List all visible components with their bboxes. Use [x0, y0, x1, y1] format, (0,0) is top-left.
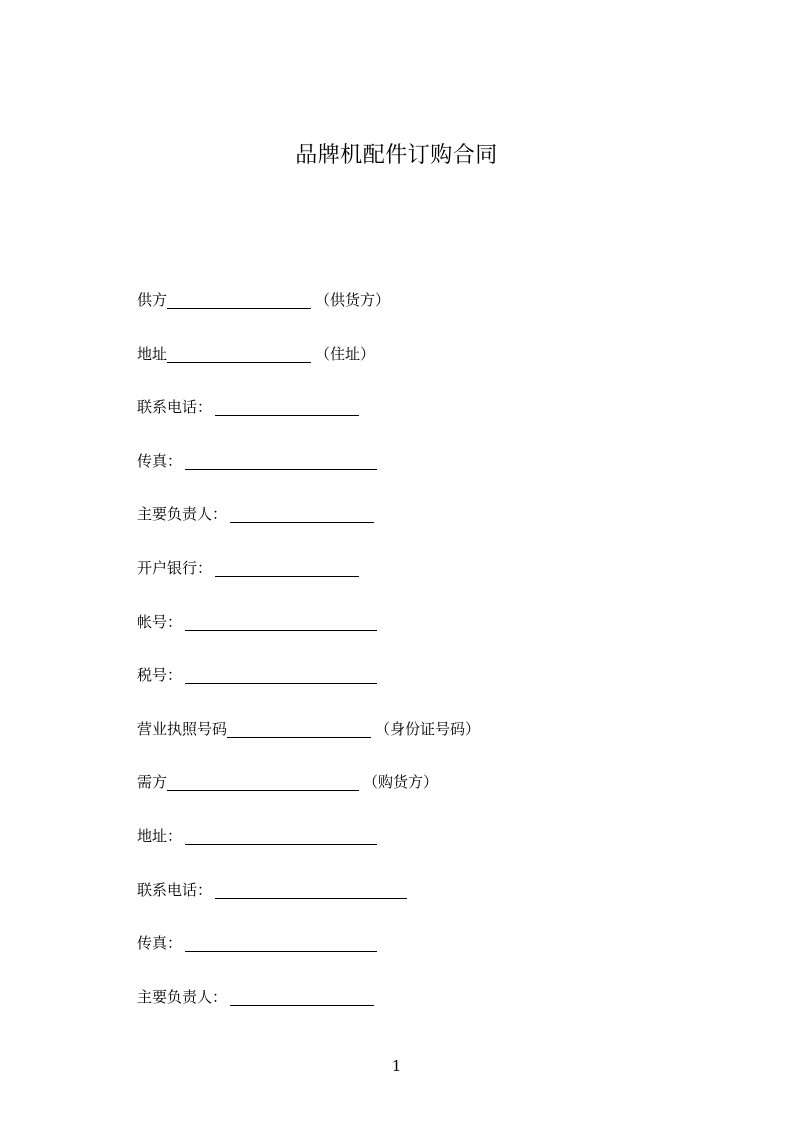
document-title: 品牌机配件订购合同 — [295, 143, 498, 168]
buyer-address-label: 地址： — [137, 826, 183, 845]
supplier-fax-line — [137, 451, 697, 505]
buyer-phone-label: 联系电话： — [137, 880, 213, 899]
supplier-label: 供方 — [137, 291, 168, 309]
supplier-tax-id-blank[interactable] — [185, 665, 377, 684]
supplier-bank-line — [137, 558, 697, 612]
supplier-phone-blank[interactable] — [215, 397, 359, 416]
supplier-account-line — [137, 612, 697, 666]
supplier-license-blank[interactable] — [227, 719, 371, 738]
buyer-label: 需方 — [137, 773, 168, 792]
supplier-name-blank[interactable] — [167, 290, 311, 309]
buyer-principal-line — [137, 987, 697, 1041]
buyer-name-blank[interactable] — [167, 772, 359, 791]
buyer-suffix: （购货方） — [363, 773, 439, 792]
supplier-suffix: （供货方） — [315, 291, 391, 309]
buyer-address-blank[interactable] — [185, 826, 377, 845]
supplier-phone-label: 联系电话： — [137, 398, 213, 417]
supplier-phone-line — [137, 397, 697, 451]
supplier-principal-blank[interactable] — [230, 504, 374, 523]
supplier-fax-blank[interactable] — [185, 451, 377, 470]
supplier-address-blank[interactable] — [167, 344, 311, 363]
supplier-bank-blank[interactable] — [215, 558, 359, 577]
buyer-principal-label: 主要负责人： — [137, 987, 228, 1006]
supplier-tax-id-line — [137, 665, 697, 719]
contract-party-fields — [137, 290, 697, 1040]
supplier-license-suffix: （身份证号码） — [375, 719, 481, 738]
supplier-license-line — [137, 719, 697, 773]
supplier-account-blank[interactable] — [185, 612, 377, 631]
supplier-license-label: 营业执照号码 — [137, 719, 228, 738]
supplier-principal-label: 主要负责人： — [137, 505, 228, 524]
page-number: 1 — [391, 1057, 402, 1075]
supplier-address-suffix: （住址） — [315, 344, 376, 363]
supplier-address-label: 地址 — [137, 344, 168, 363]
supplier-name-line — [137, 290, 697, 344]
buyer-fax-line — [137, 933, 697, 987]
buyer-phone-blank[interactable] — [215, 880, 407, 899]
supplier-principal-line — [137, 504, 697, 558]
supplier-fax-label: 传真： — [137, 451, 183, 470]
buyer-name-line — [137, 772, 697, 826]
buyer-fax-label: 传真： — [137, 934, 183, 953]
supplier-bank-label: 开户银行： — [137, 558, 213, 577]
buyer-fax-blank[interactable] — [185, 933, 377, 952]
buyer-phone-line — [137, 880, 697, 934]
supplier-tax-id-label: 税号： — [137, 666, 183, 685]
supplier-address-line — [137, 344, 697, 398]
buyer-principal-blank[interactable] — [230, 987, 374, 1006]
supplier-account-label: 帐号： — [137, 612, 183, 631]
buyer-address-line — [137, 826, 697, 880]
